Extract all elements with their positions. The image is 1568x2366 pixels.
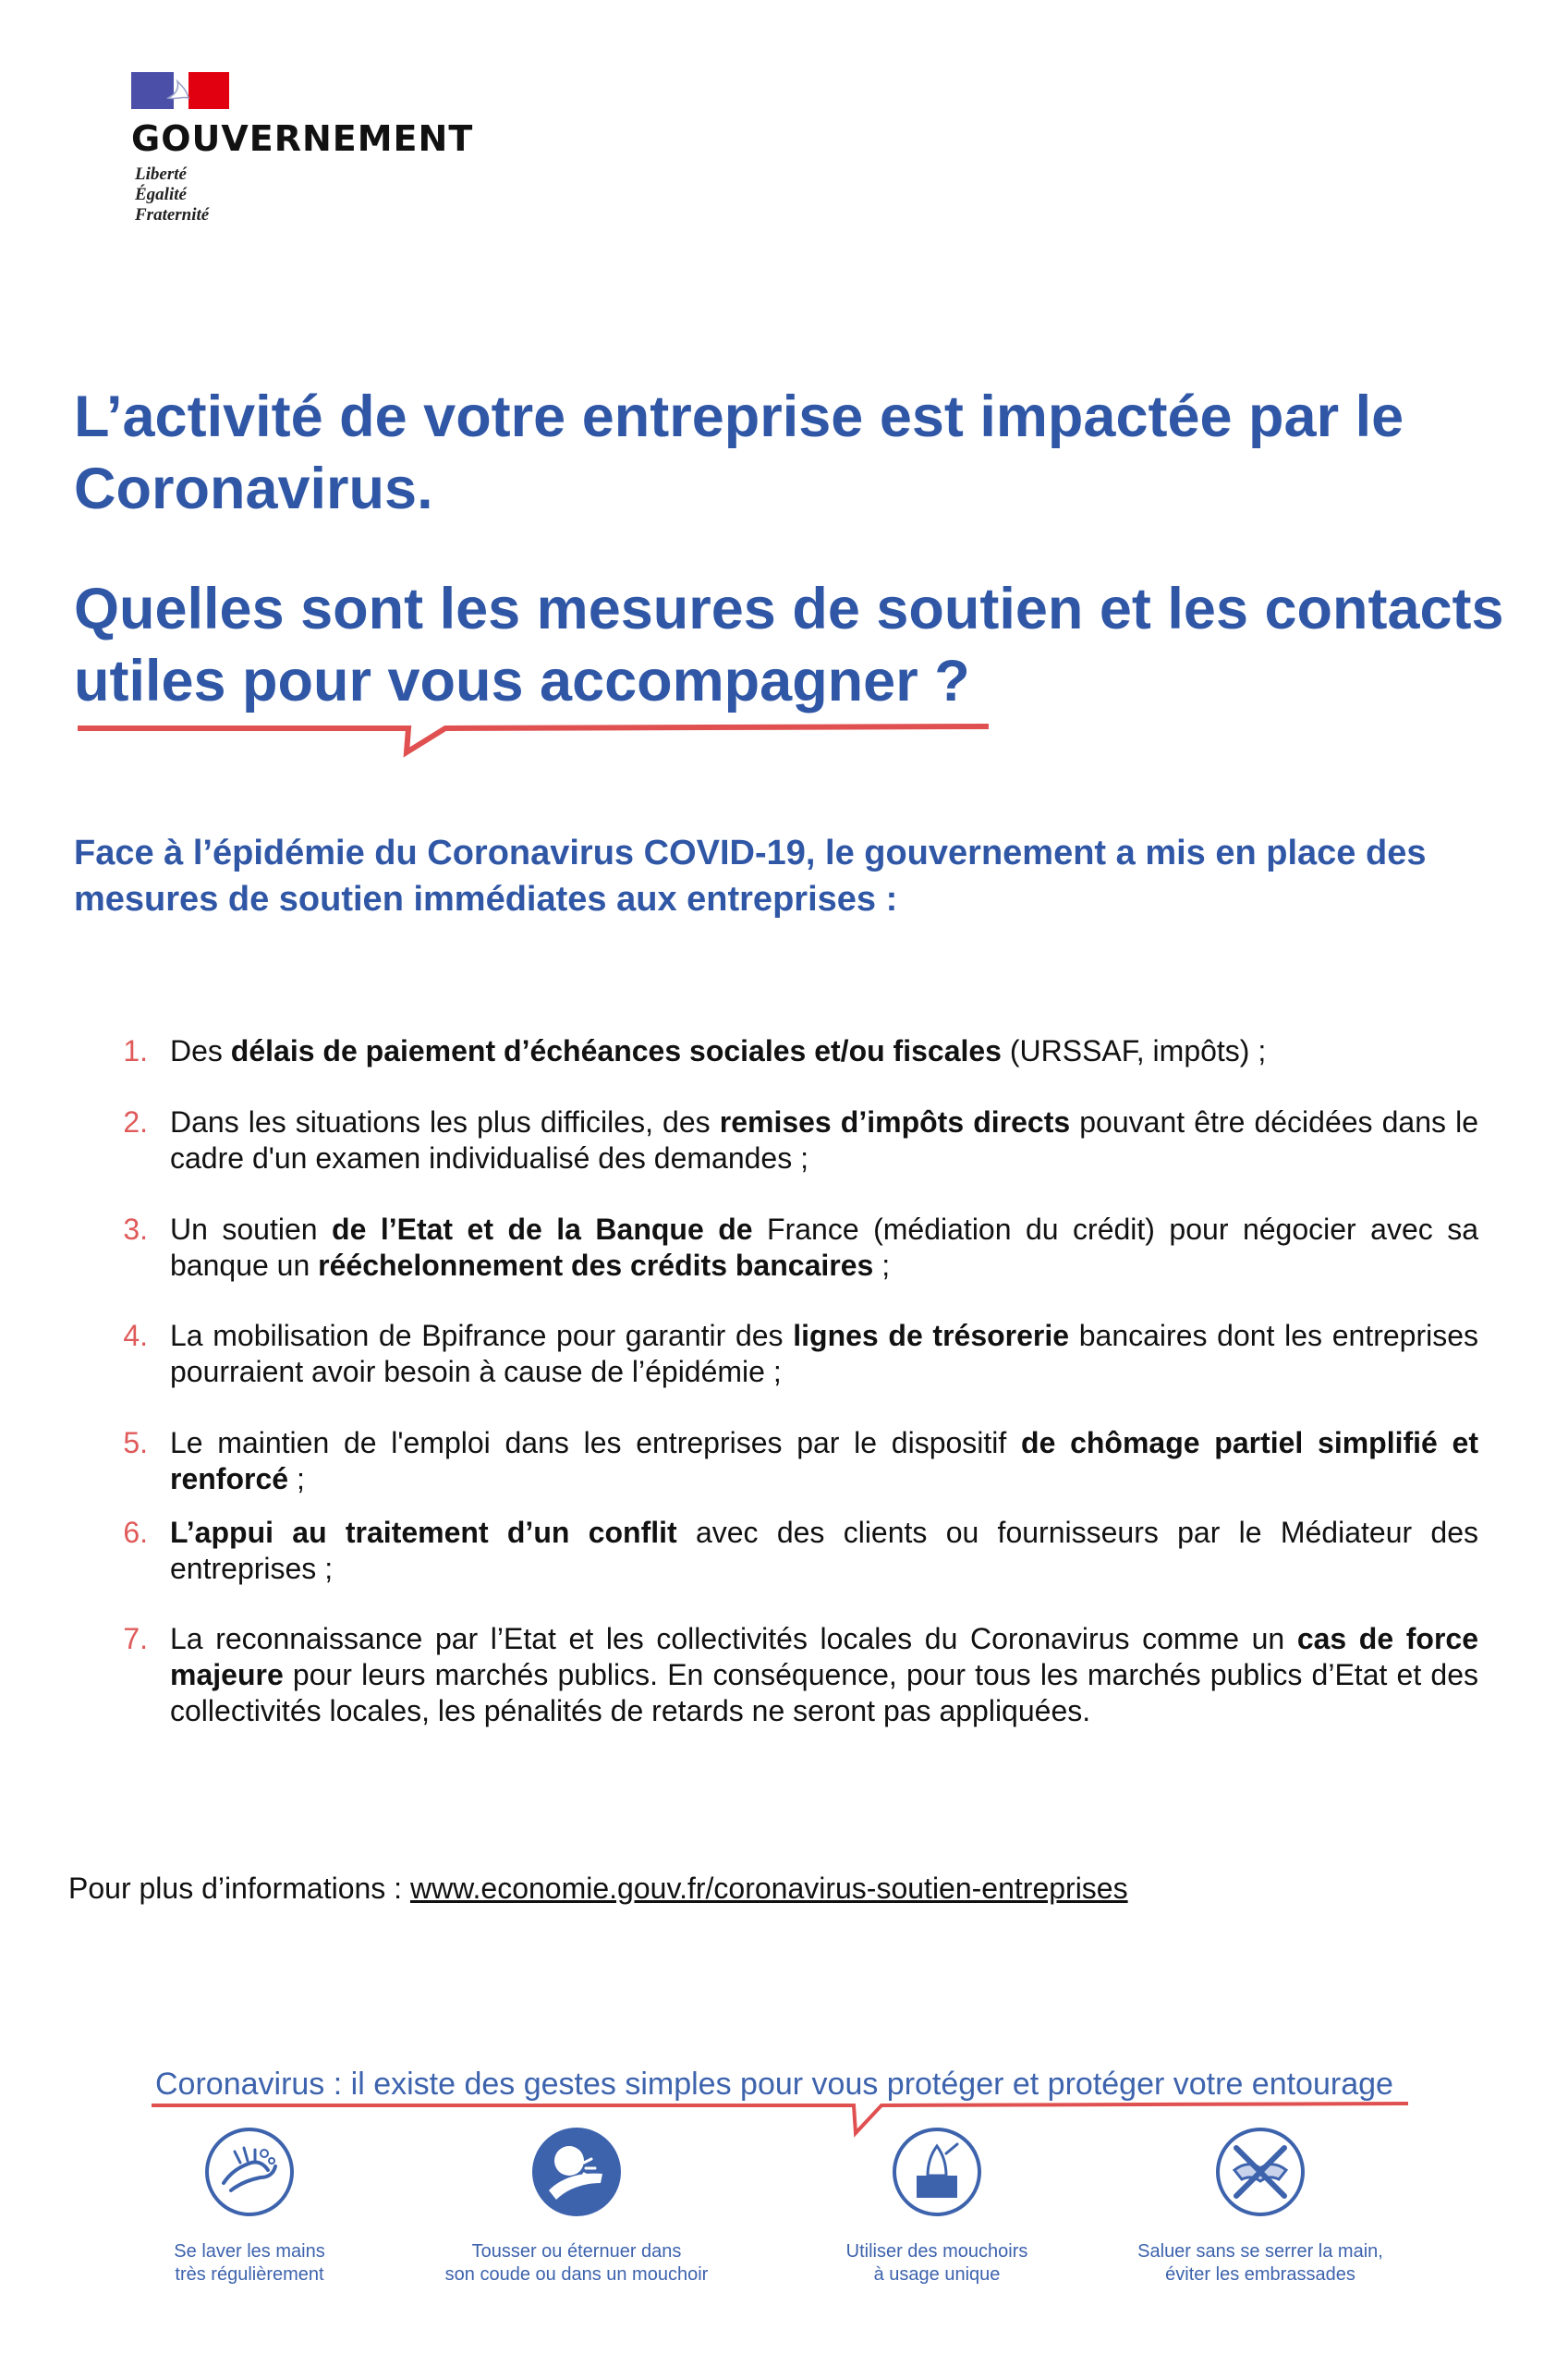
gesture-label-line1: Tousser ou éternuer dans (471, 2241, 682, 2262)
more-info-link[interactable]: www.economie.gouv.fr/coronavirus-soutien-entreprises (409, 1872, 1128, 1905)
measure-number: 1. (123, 1034, 148, 1067)
government-name: GOUVERNEMENT (131, 118, 474, 159)
motto-egalite: Égalité (135, 185, 187, 204)
sneeze-elbow-icon (530, 2126, 623, 2218)
gesture-label-line2: éviter les embrassades (1165, 2264, 1355, 2285)
measure-text: Un soutien de l’Etat et de la Banque de France (médiation du crédit) pour négocier avec sa banque un rééchelonnement des crédits bancaires ; (170, 1213, 1479, 1282)
intro-text: Face à l’épidémie du Coronavirus COVID-19, le gouvernement a mis en place des mesures de soutien immédiates aux entreprises : (74, 834, 1427, 919)
measure-number: 4. (123, 1319, 148, 1352)
measure-item (111, 1621, 1478, 1729)
republic-motto (135, 165, 209, 226)
gesture-label-line2: très régulièrement (175, 2264, 324, 2285)
page-subtitle: Quelles sont les mesures de soutien et les contacts utiles pour vous accompagner ? (74, 577, 1504, 713)
gesture-label-line1: Saluer sans se serrer la main, (1137, 2241, 1383, 2262)
measure-item (111, 1425, 1478, 1497)
measure-item (111, 1318, 1478, 1390)
page-title: L’activité de votre entreprise est impactée par le Coronavirus. (74, 384, 1404, 521)
measure-text: La mobilisation de Bpifrance pour garantir des lignes de trésorerie bancaires dont les entreprises pourraient avoir besoin à cause de l’épidémie ; (170, 1319, 1479, 1388)
measure-number: 7. (123, 1622, 148, 1655)
banner-title: Coronavirus : il existe des gestes simples pour vous protéger et protéger votre entourage (155, 2067, 1393, 2102)
measure-text: Le maintien de l'emploi dans les entreprises par le dispositif de chômage partiel simplifié et renforcé ; (170, 1426, 1479, 1495)
measure-number: 6. (123, 1516, 148, 1549)
measure-text: L’appui au traitement d’un conflit avec des clients ou fournisseurs par le Médiateur des entreprises ; (170, 1516, 1479, 1585)
hand-washing-icon (203, 2126, 296, 2218)
gesture-no-handshake (1122, 2126, 1399, 2287)
more-info-label: Pour plus d’informations : (68, 1872, 410, 1905)
gesture-label-line1: Utiliser des mouchoirs (845, 2241, 1028, 2262)
tissue-icon (891, 2126, 983, 2218)
measure-item (111, 1515, 1478, 1587)
measure-text: Des délais de paiement d’échéances sociales et/ou fiscales (URSSAF, impôts) ; (170, 1034, 1267, 1067)
gesture-label-line2: à usage unique (873, 2264, 1001, 2285)
measure-item (111, 1033, 1478, 1069)
no-handshake-icon (1214, 2126, 1307, 2218)
measure-item (111, 1104, 1478, 1177)
government-logo-mark (131, 72, 229, 109)
motto-liberte: Liberté (135, 165, 187, 184)
measure-item (111, 1212, 1478, 1284)
gesture-label-line1: Se laver les mains (174, 2241, 325, 2262)
measure-number: 5. (123, 1426, 148, 1459)
gesture-label-line2: son coude ou dans un mouchoir (444, 2264, 709, 2285)
gesture-hand-washing (111, 2126, 388, 2287)
gesture-sneeze-elbow (438, 2126, 715, 2287)
measure-number: 3. (123, 1213, 148, 1246)
gesture-tissue (798, 2126, 1076, 2287)
more-info (68, 1872, 1128, 1906)
measure-text: La reconnaissance par l’Etat et les collectivités locales du Coronavirus comme un cas de force majeure pour leurs marchés publics. En conséquence, pour tous les marchés publics d’Etat et des collectivités locales, les pénalités de retards ne seront pas appliquées. (170, 1622, 1479, 1727)
motto-fraternite: Fraternité (135, 205, 210, 225)
measure-text: Dans les situations les plus difficiles, des remises d’impôts directs pouvant être décidées dans le cadre d'un examen individualisé des demandes ; (170, 1105, 1479, 1175)
measure-number: 2. (123, 1105, 148, 1139)
title-underline (76, 723, 991, 760)
